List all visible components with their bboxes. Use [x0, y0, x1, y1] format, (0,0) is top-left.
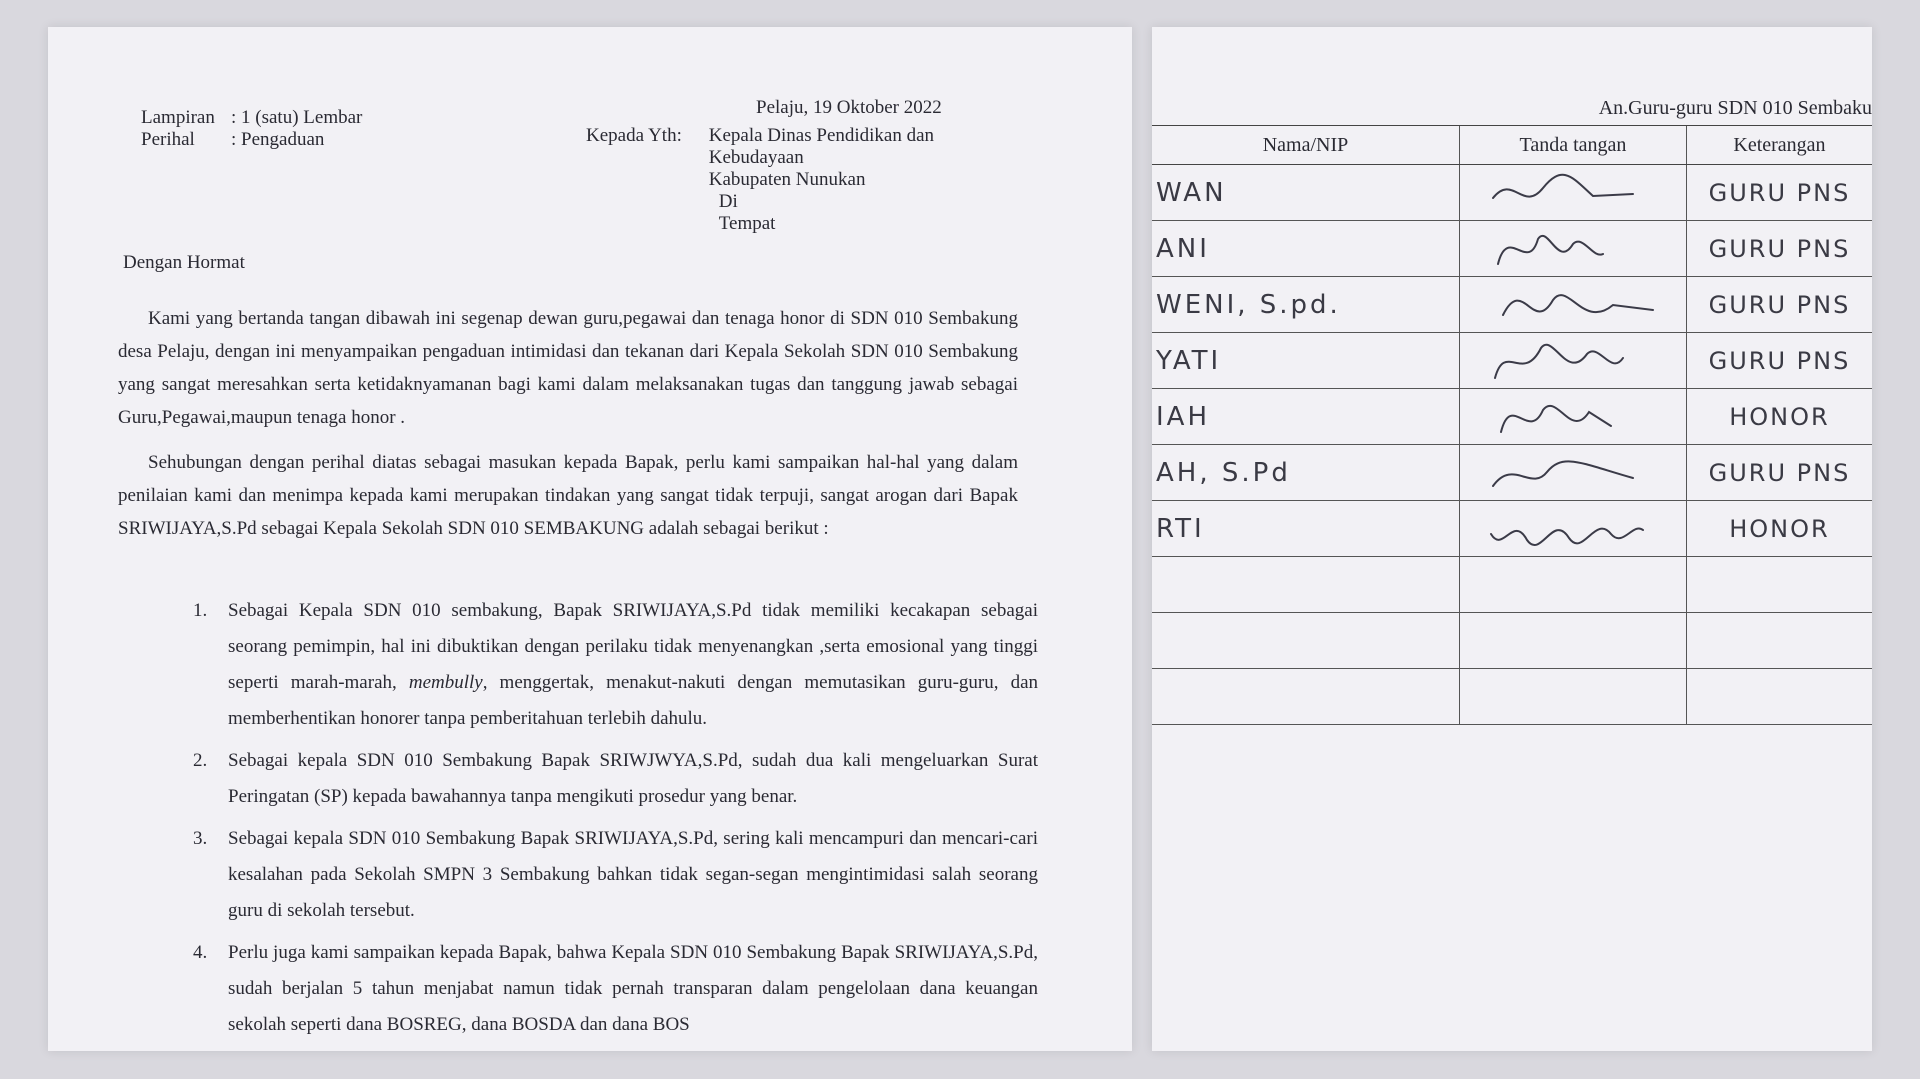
header-note: Keterangan: [1686, 126, 1872, 165]
signatory-name: IAH: [1152, 389, 1460, 445]
attachment-value: : 1 (satu) Lembar: [231, 107, 363, 128]
subject-value: : Pengaduan: [231, 129, 325, 150]
list-item: [118, 821, 1038, 929]
handwritten-signature: [1483, 392, 1663, 442]
recipient-line: Kabupaten Nunukan: [708, 169, 866, 190]
handwritten-signature: [1483, 224, 1663, 274]
list-item: [118, 743, 1038, 815]
table-row: [1152, 389, 1872, 445]
list-text: Sebagai kepala SDN 010 Sembakung Bapak SRIWJWYA,S.Pd, sudah dua kali mengeluarkan Surat Peringatan (SP) kepada bawahannya tanpa mengikuti prosedur yang benar.: [228, 750, 1038, 807]
signatory-name: WENI, S.pd.: [1152, 277, 1460, 333]
table-header-row: [1152, 126, 1872, 165]
attachment-label: Lampiran: [141, 107, 215, 128]
signature-cell: [1460, 613, 1687, 669]
subject-line: [141, 129, 324, 151]
handwritten-signature: [1483, 168, 1663, 218]
signature-cell: [1460, 669, 1687, 725]
handwritten-signature: [1483, 504, 1663, 554]
complaint-points-list: [118, 593, 1038, 1049]
signatory-name: ANI: [1152, 221, 1460, 277]
signatory-note: [1686, 669, 1872, 725]
list-text: Perlu juga kami sampaikan kepada Bapak, bahwa Kepala SDN 010 Sembakung Bapak SRIWIJAYA,S.Pd, sudah berjalan 5 tahun menjabat namun tidak pernah transparan dalam pengelolaan dana keuangan sekolah seperti dana BOSREG, dana BOSDA dan dana BOS: [228, 942, 1038, 1035]
recipient-label: Kepada Yth:: [586, 125, 682, 146]
signatory-name: [1152, 669, 1460, 725]
handwritten-signature: [1483, 280, 1663, 330]
signature-sheet-page: [1152, 27, 1872, 1051]
header-signature: Tanda tangan: [1460, 126, 1687, 165]
list-item: [118, 935, 1038, 1043]
table-row: [1152, 277, 1872, 333]
letter-page: [48, 27, 1132, 1051]
signature-cell: [1460, 389, 1687, 445]
list-text: Sebagai kepala SDN 010 Sembakung Bapak SRIWIJAYA,S.Pd, sering kali mencampuri dan mencari-cari kesalahan pada Sekolah SMPN 3 Sembakung bahkan tidak segan-segan mengintimidasi salah seorang guru di sekolah tersebut.: [228, 828, 1038, 921]
recipient-block: [586, 125, 934, 235]
table-row: [1152, 501, 1872, 557]
recipient-line: Kebudayaan: [708, 147, 804, 168]
signature-table: [1152, 125, 1872, 725]
signatory-note: [1686, 557, 1872, 613]
signatory-note: GURU PNS: [1686, 165, 1872, 221]
signatory-name: WAN: [1152, 165, 1460, 221]
table-row: [1152, 333, 1872, 389]
signature-cell: [1460, 333, 1687, 389]
signatory-name: RTI: [1152, 501, 1460, 557]
table-row: [1152, 221, 1872, 277]
table-row: [1152, 613, 1872, 669]
signatory-name: [1152, 557, 1460, 613]
attachment-line: [141, 107, 362, 129]
list-emphasis: membully: [408, 672, 483, 693]
signature-cell: [1460, 165, 1687, 221]
sheet-title: An.Guru-guru SDN 010 Sembaku: [1598, 97, 1872, 119]
recipient-line: Tempat: [718, 213, 776, 234]
signatory-note: GURU PNS: [1686, 333, 1872, 389]
recipient-line: Kepala Dinas Pendidikan dan: [708, 125, 935, 146]
signature-cell: [1460, 445, 1687, 501]
salutation: Dengan Hormat: [123, 252, 245, 273]
body-paragraph: Sehubungan dengan perihal diatas sebagai masukan kepada Bapak, perlu kami sampaikan hal-hal yang dalam penilaian kami dan menimpa kepada kami merupakan tindakan yang sangat tidak terpuji, sangat arogan dari Bapak SRIWIJAYA,S.Pd sebagai Kepala Sekolah SDN 010 SEMBAKUNG adalah sebagai berikut :: [118, 452, 1018, 539]
list-number: 4.: [193, 942, 208, 963]
signatory-note: [1686, 613, 1872, 669]
signatory-name: YATI: [1152, 333, 1460, 389]
signature-cell: [1460, 277, 1687, 333]
list-text: , menggertak, menakut-nakuti dengan memutasikan guru-guru, dan memberhentikan honorer tanpa pemberitahuan terlebih dahulu.: [228, 672, 1038, 729]
letter-date: Pelaju, 19 Oktober 2022: [756, 97, 942, 118]
handwritten-signature: [1483, 448, 1663, 498]
table-row: [1152, 165, 1872, 221]
signature-cell: [1460, 557, 1687, 613]
handwritten-signature: [1483, 336, 1663, 386]
list-text: Sebagai Kepala SDN 010 sembakung, Bapak SRIWIJAYA,S.Pd tidak memiliki kecakapan sebagai seorang pemimpin, hal ini dibuktikan dengan perilaku tidak menyenangkan ,serta emosional yang tinggi seperti marah-marah,: [228, 600, 1038, 693]
subject-label: Perihal: [141, 129, 195, 150]
signatory-name: [1152, 613, 1460, 669]
signatory-name: AH, S.Pd: [1152, 445, 1460, 501]
signature-cell: [1460, 501, 1687, 557]
signatory-note: GURU PNS: [1686, 277, 1872, 333]
recipient-line: Di: [718, 191, 738, 212]
table-row: [1152, 445, 1872, 501]
body-paragraph: Kami yang bertanda tangan dibawah ini segenap dewan guru,pegawai dan tenaga honor di SDN 010 Sembakung desa Pelaju, dengan ini menyampaikan pengaduan intimidasi dan tekanan dari Kepala Sekolah SDN 010 Sembakung yang sangat meresahkan serta ketidaknyamanan bagi kami dalam melaksanakan tugas dan tanggung jawab sebagai Guru,Pegawai,maupun tenaga honor .: [118, 308, 1018, 428]
signature-cell: [1460, 221, 1687, 277]
signatory-note: HONOR: [1686, 501, 1872, 557]
list-number: 1.: [193, 600, 208, 621]
signatory-note: HONOR: [1686, 389, 1872, 445]
signatory-note: GURU PNS: [1686, 221, 1872, 277]
list-number: 2.: [193, 750, 208, 771]
list-number: 3.: [193, 828, 208, 849]
table-row: [1152, 669, 1872, 725]
header-name: Nama/NIP: [1152, 126, 1460, 165]
signatory-note: GURU PNS: [1686, 445, 1872, 501]
table-row: [1152, 557, 1872, 613]
list-item: [118, 593, 1038, 737]
